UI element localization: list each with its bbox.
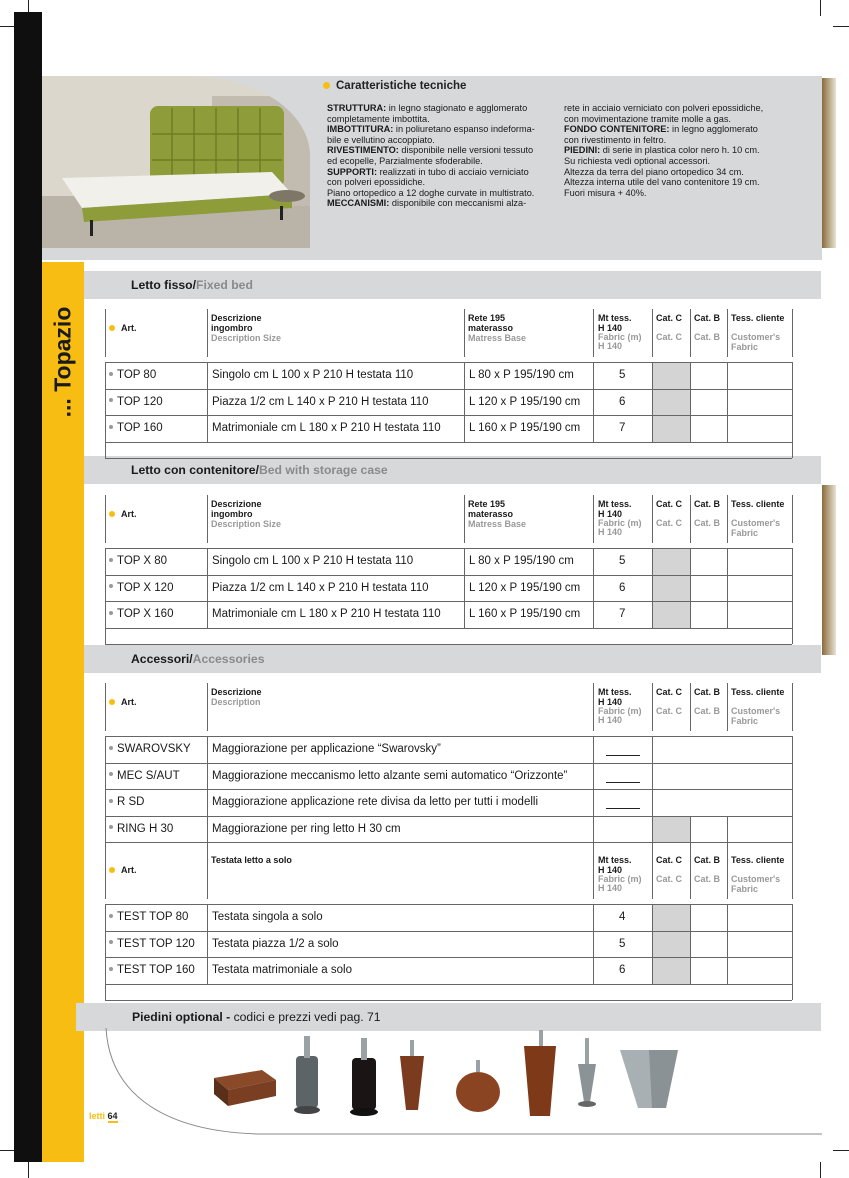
column-divider [464,548,465,628]
storage-row-art: TOP X 80 [109,555,167,567]
tech-line: IMBOTTITURA: in poliuretano espanso indeforma- [327,124,535,135]
crop-mark [28,1162,29,1178]
row-divider [105,628,792,629]
column-divider [727,683,728,731]
column-divider [593,495,594,543]
column-divider [105,683,106,731]
bullet-dot-icon [109,372,113,376]
tess-header-en: Customer's Fabric [731,706,781,726]
storage-row-art: TOP X 160 [109,608,173,620]
column-divider [207,683,208,731]
cat-c-cell [653,932,690,958]
head-row-mt: 5 [619,937,626,950]
tess-header-en: Customer's Fabric [731,332,781,352]
storage-row-desc: Piazza 1/2 cm L 140 x P 210 H testata 110 [212,581,429,594]
head-row-desc: Testata piazza 1/2 a solo [212,937,339,950]
tall-wood-foot-icon [524,1030,556,1116]
tech-line: Su richiesta vedi optional accessori. [564,155,711,166]
bullet-dot-icon [109,967,113,971]
catc-header: Cat. C [656,687,683,697]
fixed-row-mt: 5 [619,369,626,381]
left-black-band [14,12,42,1162]
mt-header-2: H 140 [598,697,623,707]
bullet-dot-icon [109,772,113,776]
catc-header-en: Cat. C [656,874,683,884]
cat-c-cell [653,363,690,389]
catc-header: Cat. C [656,499,683,509]
column-divider [792,362,793,458]
storage-row-mt: 5 [619,555,626,567]
column-divider [652,548,653,628]
row-divider [105,842,792,843]
blank-line [606,755,640,756]
bullet-dot-icon [109,825,113,829]
column-divider [105,842,106,899]
column-divider [464,362,465,442]
desc-header: Descrizione [211,499,262,509]
mt-header-en-2: H 140 [598,341,623,351]
desc-header-en: Description Size [211,333,282,343]
desc-header-en: Description Size [211,519,282,529]
catb-header: Cat. B [694,855,721,865]
column-divider [207,842,208,899]
fixed-row-art: TOP 80 [109,369,156,381]
mt-header-2: H 140 [598,509,623,519]
bullet-dot-icon [109,584,113,588]
bullet-dot-icon [109,425,113,429]
row-divider [105,442,792,443]
bullet-dot-icon [109,799,113,803]
row-divider [105,763,792,764]
tess-header: Tess. cliente [731,855,785,865]
column-divider [690,309,691,357]
steel-wedge-foot-icon [620,1050,678,1108]
column-divider [652,362,653,442]
tech-line: PIEDINI: di serie in plastica color nero h. 10 cm. [564,145,760,156]
tech-line: bile e vellutino accoppiato. [327,134,435,145]
column-divider [593,736,594,842]
desc-header: Descrizione [211,313,262,323]
column-divider [727,548,728,628]
acc-row-art: RING H 30 [109,823,173,835]
side-title: ... Topazio [49,306,76,418]
crop-mark [833,26,849,27]
tech-col-left [327,103,555,209]
column-divider [690,548,691,628]
blank-line [606,808,640,809]
column-divider [792,683,793,731]
bullet-dot-icon [109,511,115,517]
column-divider [727,362,728,442]
mt-header-en-2: H 140 [598,883,623,893]
catc-header: Cat. C [656,855,683,865]
edge-photo-strip [822,78,836,248]
column-divider [593,309,594,357]
fixed-row-mt: 6 [619,395,626,408]
tech-line: rete in acciaio verniciato con polveri epossidiche, [564,103,764,113]
catb-header: Cat. B [694,313,721,323]
section-accessories: Accessori/Accessories [84,645,821,673]
crop-mark [833,1150,849,1151]
acc-row-art: MEC S/AUT [109,770,180,782]
catc-header: Cat. C [656,313,683,323]
table-bottom [105,1000,792,1001]
black-cylinder-foot-icon [350,1038,378,1116]
column-divider [792,736,793,842]
tess-header-en: Customer's Fabric [731,518,781,538]
desc-header-2: ingombro [211,509,253,519]
tech-line: completamente imbottita. [327,113,430,124]
column-divider [105,495,106,543]
fixed-row-art: TOP 160 [109,422,163,434]
mt-header-en-2: H 140 [598,715,623,725]
chrome-cylinder-foot-icon [294,1036,320,1114]
bullet-dot-icon [109,558,113,562]
tech-col-right [564,103,804,198]
mt-header-2: H 140 [598,323,623,333]
storage-row-rete: L 80 x P 195/190 cm [469,555,574,567]
mt-header-en: Fabric (m) [598,874,642,884]
catc-header-en: Cat. C [656,706,683,716]
bullet-dot-icon [109,914,113,918]
cat-c-cell [653,576,690,602]
bullet-dot-icon [109,940,113,944]
tess-header-en: Customer's Fabric [731,874,781,894]
column-divider [792,842,793,899]
bullet-dot-icon [109,746,113,750]
catb-header-en: Cat. B [694,874,721,884]
catb-header-en: Cat. B [694,518,721,528]
bullet-dot-icon [109,325,115,331]
column-divider [105,309,106,357]
tapered-wood-foot-icon [400,1040,424,1110]
column-divider [207,309,208,357]
column-divider [727,816,728,843]
tech-line: con rivestimento in feltro. [564,134,667,145]
mt-header-en: Fabric (m) [598,706,642,716]
bullet-dot-icon [109,611,113,615]
column-divider [792,495,793,543]
column-divider [652,842,653,899]
rete-header-en: Matress Base [468,519,527,529]
tech-line: Piano ortopedico a 12 doghe curvate in multistrato. [327,187,535,198]
rete-header: Rete 195 [468,499,506,509]
page-footer: letti 64 [89,1111,118,1121]
column-divider [593,362,594,442]
tech-title: Caratteristiche tecniche [323,80,466,92]
head-row-art: TEST TOP 160 [109,964,195,976]
column-divider [652,904,653,984]
column-divider [464,495,465,543]
column-divider [652,495,653,543]
table-bottom [105,644,792,645]
bullet-dot-icon [109,699,115,705]
desc-header-en: Description [211,697,261,707]
tess-header: Tess. cliente [731,499,785,509]
column-divider [652,683,653,731]
table-bottom [105,458,792,459]
storage-row-mt: 6 [619,581,626,594]
bullet-dot-icon [109,398,113,402]
tech-line: con movimentazione tramite molle a gas. [564,113,731,124]
ball-wood-foot-icon [456,1060,500,1112]
head-row-art: TEST TOP 120 [109,938,195,950]
mt-header: Mt tess. [598,687,632,697]
row-divider [105,736,792,737]
cat-c-cell [653,390,690,416]
column-divider [690,362,691,442]
crop-mark [820,1162,821,1178]
column-divider [105,904,106,1000]
column-divider [792,309,793,357]
art-header: Art. [109,698,137,708]
acc-row-desc: Maggiorazione per applicazione “Swarovsky” [212,743,441,755]
art-header: Art. [109,324,137,334]
acc-row-art: R SD [109,796,144,808]
column-divider [652,309,653,357]
column-divider [727,904,728,984]
tech-line: RIVESTIMENTO: disponibile nelle versioni tessuto [327,145,534,156]
tech-line: MECCANISMI: disponibile con meccanismi alza- [327,198,527,209]
fixed-row-mt: 7 [619,422,626,434]
head-row-mt: 4 [619,911,626,923]
head-row-desc: Testata singola a solo [212,911,323,923]
bullet-dot-icon [109,867,115,873]
testata-header: Testata letto a solo [211,855,292,865]
art-header: Art. [109,510,137,520]
acc-row-desc: Maggiorazione meccanismo letto alzante semi automatico “Orizzonte” [212,769,568,782]
rete-header: Rete 195 [468,313,506,323]
column-divider [690,904,691,984]
feet-gallery [200,1030,680,1120]
fixed-row-art: TOP 120 [109,396,163,408]
cat-c-cell [653,958,690,984]
storage-row-desc: Matrimoniale cm L 180 x P 210 H testata 110 [212,608,441,620]
tech-line: Fuori misura + 40%. [564,187,647,198]
column-divider [690,842,691,899]
bullet-dot-icon [323,82,330,89]
fixed-row-rete: L 160 x P 195/190 cm [469,422,581,434]
column-divider [792,904,793,1000]
section-storage-bed: Letto con contenitore/Bed with storage case [84,456,821,484]
tech-line: con polveri epossidiche. [327,177,426,188]
art-header: Art. [109,866,137,876]
storage-row-mt: 7 [619,608,626,620]
rete-header-en: Matress Base [468,333,527,343]
column-divider [105,548,106,644]
mt-header-2: H 140 [598,865,623,875]
desc-header-2: ingombro [211,323,253,333]
cat-c-cell [653,817,690,843]
fixed-row-rete: L 80 x P 195/190 cm [469,369,574,381]
column-divider [207,904,208,984]
desc-header: Descrizione [211,687,262,697]
catc-header-en: Cat. C [656,332,683,342]
catb-header: Cat. B [694,499,721,509]
mt-header: Mt tess. [598,499,632,509]
cat-c-cell [653,416,690,442]
tech-line: Altezza interna utile del vano contenitore 19 cm. [564,177,760,188]
tess-header: Tess. cliente [731,313,785,323]
mt-header-en-2: H 140 [598,527,623,537]
rete-header-2: materasso [468,323,514,333]
column-divider [727,842,728,899]
mt-header: Mt tess. [598,313,632,323]
column-divider [652,736,653,842]
catb-header: Cat. B [694,687,721,697]
tech-line: Altezza da terra del piano ortopedico 34 cm. [564,166,744,177]
mt-header: Mt tess. [598,855,632,865]
column-divider [690,816,691,843]
storage-row-rete: L 120 x P 195/190 cm [469,581,581,594]
tech-line: ed ecopelle, Parzialmente sfoderabile. [327,155,483,166]
catb-header-en: Cat. B [694,332,721,342]
edge-photo-strip [822,485,836,655]
blank-line [606,782,640,783]
chrome-spike-foot-icon [578,1038,596,1107]
acc-row-desc: Maggiorazione per ring letto H 30 cm [212,822,401,835]
column-divider [593,548,594,628]
section-fixed-bed: Letto fisso/Fixed bed [84,271,821,299]
column-divider [207,736,208,842]
row-divider [105,789,792,790]
fixed-row-desc: Singolo cm L 100 x P 210 H testata 110 [212,369,414,381]
tech-line: FONDO CONTENITORE: in legno agglomerato [564,124,758,135]
row-divider [105,984,792,985]
head-row-mt: 6 [619,964,626,976]
column-divider [207,548,208,628]
acc-row-desc: Maggiorazione applicazione rete divisa da letto per tutti i modelli [212,796,539,808]
column-divider [105,362,106,458]
column-divider [593,904,594,984]
column-divider [690,495,691,543]
column-divider [593,842,594,899]
column-divider [593,683,594,731]
storage-row-art: TOP X 120 [109,582,173,594]
mt-header-en: Fabric (m) [598,518,642,528]
mt-header-en: Fabric (m) [598,332,642,342]
fixed-row-desc: Matrimoniale cm L 180 x P 210 H testata 110 [212,422,441,434]
crop-mark [820,0,821,16]
column-divider [727,495,728,543]
column-divider [792,548,793,644]
block-foot-icon [214,1070,276,1106]
storage-row-desc: Singolo cm L 100 x P 210 H testata 110 [212,555,414,567]
catb-header-en: Cat. B [694,706,721,716]
column-divider [464,309,465,357]
fixed-row-desc: Piazza 1/2 cm L 140 x P 210 H testata 110 [212,395,429,408]
fixed-row-rete: L 120 x P 195/190 cm [469,395,581,408]
bed-photo [42,76,310,248]
head-row-desc: Testata matrimoniale a solo [212,964,352,976]
acc-row-art: SWAROVSKY [109,743,191,755]
column-divider [690,683,691,731]
cat-c-cell [653,602,690,628]
column-divider [207,362,208,442]
rete-header-2: materasso [468,509,514,519]
catc-header-en: Cat. C [656,518,683,528]
tech-line: SUPPORTI: realizzati in tubo di acciaio verniciato [327,166,529,177]
column-divider [727,309,728,357]
cat-c-cell [653,905,690,931]
column-divider [105,736,106,842]
tess-header: Tess. cliente [731,687,785,697]
column-divider [207,495,208,543]
head-row-art: TEST TOP 80 [109,911,188,923]
cat-c-cell [653,549,690,575]
section-feet: Piedini optional - codici e prezzi vedi pag. 71 [76,1003,821,1031]
storage-row-rete: L 160 x P 195/190 cm [469,608,581,620]
tech-line: STRUTTURA: in legno stagionato e agglomerato [327,103,528,113]
